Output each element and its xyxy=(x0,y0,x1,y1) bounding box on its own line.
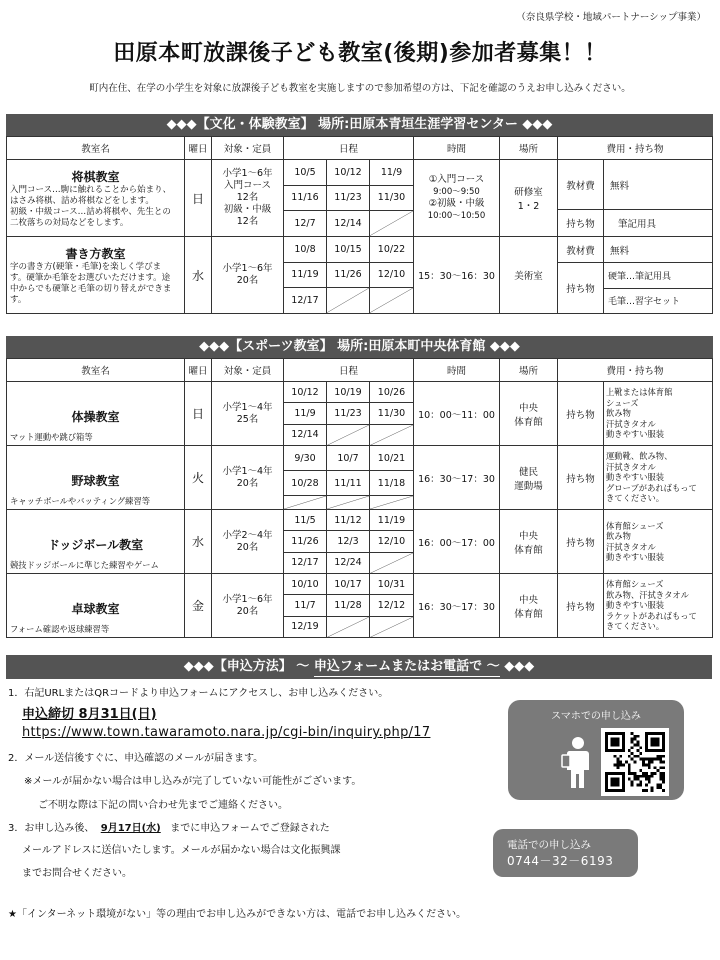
items-label-cell: 持ち物 xyxy=(558,382,604,446)
place-cell: 中央 体育館 xyxy=(500,382,558,446)
class-name: 書き方教室 xyxy=(65,246,126,261)
schedule-date: 10/12 xyxy=(327,160,370,186)
schedule-date: 12/12 xyxy=(370,595,413,616)
schedule-date: 10/10 xyxy=(284,574,327,595)
schedule-date: 10/22 xyxy=(370,237,413,263)
day-cell: 水 xyxy=(185,237,212,314)
schedule-date: 11/30 xyxy=(370,186,413,212)
schedule-cell xyxy=(284,510,414,574)
sports-section xyxy=(6,336,713,638)
schedule-date: 11/26 xyxy=(284,531,327,552)
class-name: ドッジボール教室 xyxy=(47,538,144,552)
fee-cell: 教材費 無料 持ち物 硬筆…筆記用具 毛筆…習字セット xyxy=(558,237,713,314)
schedule-date: 12/3 xyxy=(327,531,370,552)
schedule-empty xyxy=(370,553,413,573)
schedule-date: 10/31 xyxy=(370,574,413,595)
class-cell xyxy=(7,574,185,638)
schedule-date: 11/11 xyxy=(327,471,370,496)
col-day: 曜日 xyxy=(185,359,212,382)
target-cell: 小学1～4年 25名 xyxy=(212,382,284,446)
apply-step-2: 2．メール送信後すぐに、申込確認のメールが届きます。 xyxy=(8,753,264,764)
phone-label: 電話での申し込み xyxy=(507,839,591,851)
schedule-date: 12/19 xyxy=(284,617,327,637)
schedule-date: 11/30 xyxy=(370,403,413,424)
qr-code[interactable] xyxy=(601,728,669,796)
schedule-date: 10/26 xyxy=(370,382,413,403)
col-day: 曜日 xyxy=(185,137,212,160)
schedule-date: 12/10 xyxy=(370,531,413,552)
schedule-empty xyxy=(327,288,370,313)
class-desc: キャッチボールやバッティング練習等 xyxy=(10,496,151,506)
deadline: 申込締切 8月31日(日) xyxy=(22,707,157,722)
schedule-date: 9/30 xyxy=(284,446,327,471)
schedule-date: 11/7 xyxy=(284,595,327,616)
schedule-cell xyxy=(284,160,414,237)
schedule-cell xyxy=(284,382,414,446)
phone-apply-box xyxy=(493,829,638,877)
schedule-cell xyxy=(284,574,414,638)
schedule-date: 10/17 xyxy=(327,574,370,595)
place-cell: 健民 運動場 xyxy=(500,446,558,510)
culture-table xyxy=(6,136,713,314)
schedule-empty xyxy=(370,211,413,236)
schedule-date: 11/19 xyxy=(370,510,413,531)
apply-heading: ◆◆◆【申込方法】 ～ 申込フォームまたはお電話で ～ ◆◆◆ xyxy=(6,655,712,679)
table-row xyxy=(7,510,713,574)
schedule-cell xyxy=(284,237,414,314)
fee-cell: 教材費 無料 持ち物 筆記用具 xyxy=(558,160,713,237)
culture-heading: ◆◆◆【文化・体験教室】 場所:田原本青垣生涯学習センター ◆◆◆ xyxy=(6,114,713,136)
class-name: 将棋教室 xyxy=(71,169,120,184)
time-cell: 16：00～17：00 xyxy=(414,510,500,574)
target-cell: 小学2～4年 20名 xyxy=(212,510,284,574)
target-cell: 小学1～6年 20名 xyxy=(212,574,284,638)
intro-text: 町内在住、在学の小学生を対象に放課後子ども教室を実施しますので参加希望の方は、下記を確認のうえお申し込みください。 xyxy=(89,83,631,94)
class-cell xyxy=(7,446,185,510)
place-cell: 美術室 xyxy=(500,237,558,314)
schedule-date: 10/5 xyxy=(284,160,327,186)
person-with-phone-icon xyxy=(558,736,594,790)
apply-step-3-line2: メールアドレスに送信いたします。メールが届かない場合は文化振興課 xyxy=(22,845,341,856)
col-fee: 費用・持ち物 xyxy=(558,137,713,160)
schedule-date: 10/7 xyxy=(327,446,370,471)
culture-section xyxy=(6,114,713,314)
schedule-date: 11/16 xyxy=(284,186,327,212)
class-name: 野球教室 xyxy=(71,474,120,488)
culture-header-row xyxy=(7,137,713,160)
col-target: 対象・定員 xyxy=(212,359,284,382)
apply-step-2-contact: ご不明な際は下記の問い合わせ先までご連絡ください。 xyxy=(38,800,288,811)
col-name: 教室名 xyxy=(7,137,185,160)
class-desc: マット運動や跳び箱等 xyxy=(10,432,93,442)
schedule-empty xyxy=(284,496,327,509)
place-cell: 中央 体育館 xyxy=(500,510,558,574)
items-cell: 体育館シューズ 飲み物、汗拭きタオル 動きやすい服装 ラケットがあればもって きてください。 xyxy=(604,574,713,638)
schedule-date: 11/9 xyxy=(284,403,327,424)
time-cell: ①入門コース 9:00～9:50 ②初級・中級 10:00～10:50 xyxy=(414,160,500,237)
class-cell xyxy=(7,510,185,574)
items-cell: 上靴または体育館 シューズ 飲み物 汗拭きタオル 動きやすい服装 xyxy=(604,382,713,446)
col-time: 時間 xyxy=(414,137,500,160)
sports-table xyxy=(6,358,713,638)
class-cell xyxy=(7,160,185,237)
schedule-date: 12/17 xyxy=(284,288,327,313)
items-label-cell: 持ち物 xyxy=(558,574,604,638)
schedule-date: 12/17 xyxy=(284,553,327,573)
day-cell: 金 xyxy=(185,574,212,638)
schedule-date: 11/19 xyxy=(284,263,327,289)
schedule-empty xyxy=(370,617,413,637)
schedule-empty xyxy=(327,496,370,509)
org-label: （奈良県学校・地域パートナーシップ事業） xyxy=(516,12,706,23)
page-title: 田原本町放課後子ども教室(後期)参加者募集！！ xyxy=(113,41,607,66)
class-name: 体操教室 xyxy=(71,410,120,424)
col-target: 対象・定員 xyxy=(212,137,284,160)
items-cell: 運動靴、飲み物、 汗拭きタオル 動きやすい服装 グローブがあればもって きてください。 xyxy=(604,446,713,510)
col-place: 場所 xyxy=(500,137,558,160)
schedule-date: 12/7 xyxy=(284,211,327,236)
apply-step-3-line3: までお問合せください。 xyxy=(22,868,132,879)
phone-number[interactable]: 0744－32－6193 xyxy=(507,854,614,868)
class-cell xyxy=(7,237,185,314)
sports-heading: ◆◆◆【スポーツ教室】 場所:田原本町中央体育館 ◆◆◆ xyxy=(6,336,713,358)
schedule-date: 10/21 xyxy=(370,446,413,471)
schedule-empty xyxy=(370,288,413,313)
schedule-empty xyxy=(370,425,413,445)
col-schedule: 日程 xyxy=(284,359,414,382)
schedule-date: 12/10 xyxy=(370,263,413,289)
schedule-empty xyxy=(370,496,413,509)
table-row xyxy=(7,237,713,314)
smartphone-label: スマホでの申し込み xyxy=(551,711,641,722)
apply-step-1: 1．右記URLまたはQRコードより申込フォームにアクセスし、お申し込みください。 xyxy=(8,688,389,699)
time-cell: 10：00～11：00 xyxy=(414,382,500,446)
schedule-date: 11/23 xyxy=(327,186,370,212)
class-desc: 字の書き方(硬筆・毛筆)を楽しく学びま す。硬筆か毛筆をお選びいただけます。途 中からでも硬筆と毛筆の切り替えができま す。 xyxy=(10,261,172,305)
apply-step-2-note: ※メールが届かない場合は申し込みが完了していない可能性がございます。 xyxy=(24,776,362,787)
target-cell: 小学1～6年 20名 xyxy=(212,237,284,314)
day-cell: 水 xyxy=(185,510,212,574)
col-fee: 費用・持ち物 xyxy=(558,359,713,382)
col-time: 時間 xyxy=(414,359,500,382)
apply-url-link[interactable]: https://www.town.tawaramoto.nara.jp/cgi-bin/inquiry.php/17 xyxy=(22,725,431,740)
items-label-cell: 持ち物 xyxy=(558,446,604,510)
target-cell: 小学1～6年 入門コース 12名 初級・中級 12名 xyxy=(212,160,284,237)
schedule-date: 10/28 xyxy=(284,471,327,496)
schedule-empty xyxy=(327,425,370,445)
schedule-date: 11/5 xyxy=(284,510,327,531)
col-schedule: 日程 xyxy=(284,137,414,160)
day-cell: 火 xyxy=(185,446,212,510)
table-row xyxy=(7,382,713,446)
sports-header-row xyxy=(7,359,713,382)
schedule-date: 11/28 xyxy=(327,595,370,616)
schedule-date: 11/9 xyxy=(370,160,413,186)
schedule-date: 12/24 xyxy=(327,553,370,573)
schedule-date: 12/14 xyxy=(284,425,327,445)
table-row xyxy=(7,574,713,638)
schedule-date: 10/15 xyxy=(327,237,370,263)
schedule-date: 11/26 xyxy=(327,263,370,289)
time-cell: 16：30～17：30 xyxy=(414,574,500,638)
schedule-date: 10/19 xyxy=(327,382,370,403)
target-cell: 小学1～4年 20名 xyxy=(212,446,284,510)
class-desc: 競技ドッジボールに準じた練習やゲーム xyxy=(10,560,159,570)
place-cell: 中央 体育館 xyxy=(500,574,558,638)
time-cell: 16：30～17：30 xyxy=(414,446,500,510)
schedule-empty xyxy=(327,617,370,637)
schedule-cell xyxy=(284,446,414,510)
schedule-date: 10/12 xyxy=(284,382,327,403)
class-desc: 入門コース…駒に触れることから始まり、 はさみ将棋、詰め将棋などをします。 初級・中級コース…詰め将棋や、先生との 二枚落ちの対局などをします。 xyxy=(10,184,172,228)
class-name: 卓球教室 xyxy=(71,602,120,616)
items-label-cell: 持ち物 xyxy=(558,510,604,574)
schedule-date: 11/18 xyxy=(370,471,413,496)
table-row xyxy=(7,446,713,510)
place-cell: 研修室 1・2 xyxy=(500,160,558,237)
col-place: 場所 xyxy=(500,359,558,382)
time-cell: 15：30～16：30 xyxy=(414,237,500,314)
col-name: 教室名 xyxy=(7,359,185,382)
schedule-date: 10/8 xyxy=(284,237,327,263)
day-cell: 日 xyxy=(185,160,212,237)
items-cell: 体育館シューズ 飲み物 汗拭きタオル 動きやすい服装 xyxy=(604,510,713,574)
schedule-date: 11/12 xyxy=(327,510,370,531)
schedule-date: 12/14 xyxy=(327,211,370,236)
apply-step-3: 3．お申し込み後、 9月17日(水) までに申込フォームでご登録された xyxy=(8,823,330,834)
smartphone-apply-box xyxy=(508,700,684,800)
day-cell: 日 xyxy=(185,382,212,446)
class-cell xyxy=(7,382,185,446)
table-row xyxy=(7,160,713,237)
class-desc: フォーム確認や返球練習等 xyxy=(10,624,110,634)
schedule-date: 11/23 xyxy=(327,403,370,424)
footer-note: ★「インターネット環境がない」等の理由でお申し込みができない方は、電話でお申し込みください。 xyxy=(8,909,467,920)
